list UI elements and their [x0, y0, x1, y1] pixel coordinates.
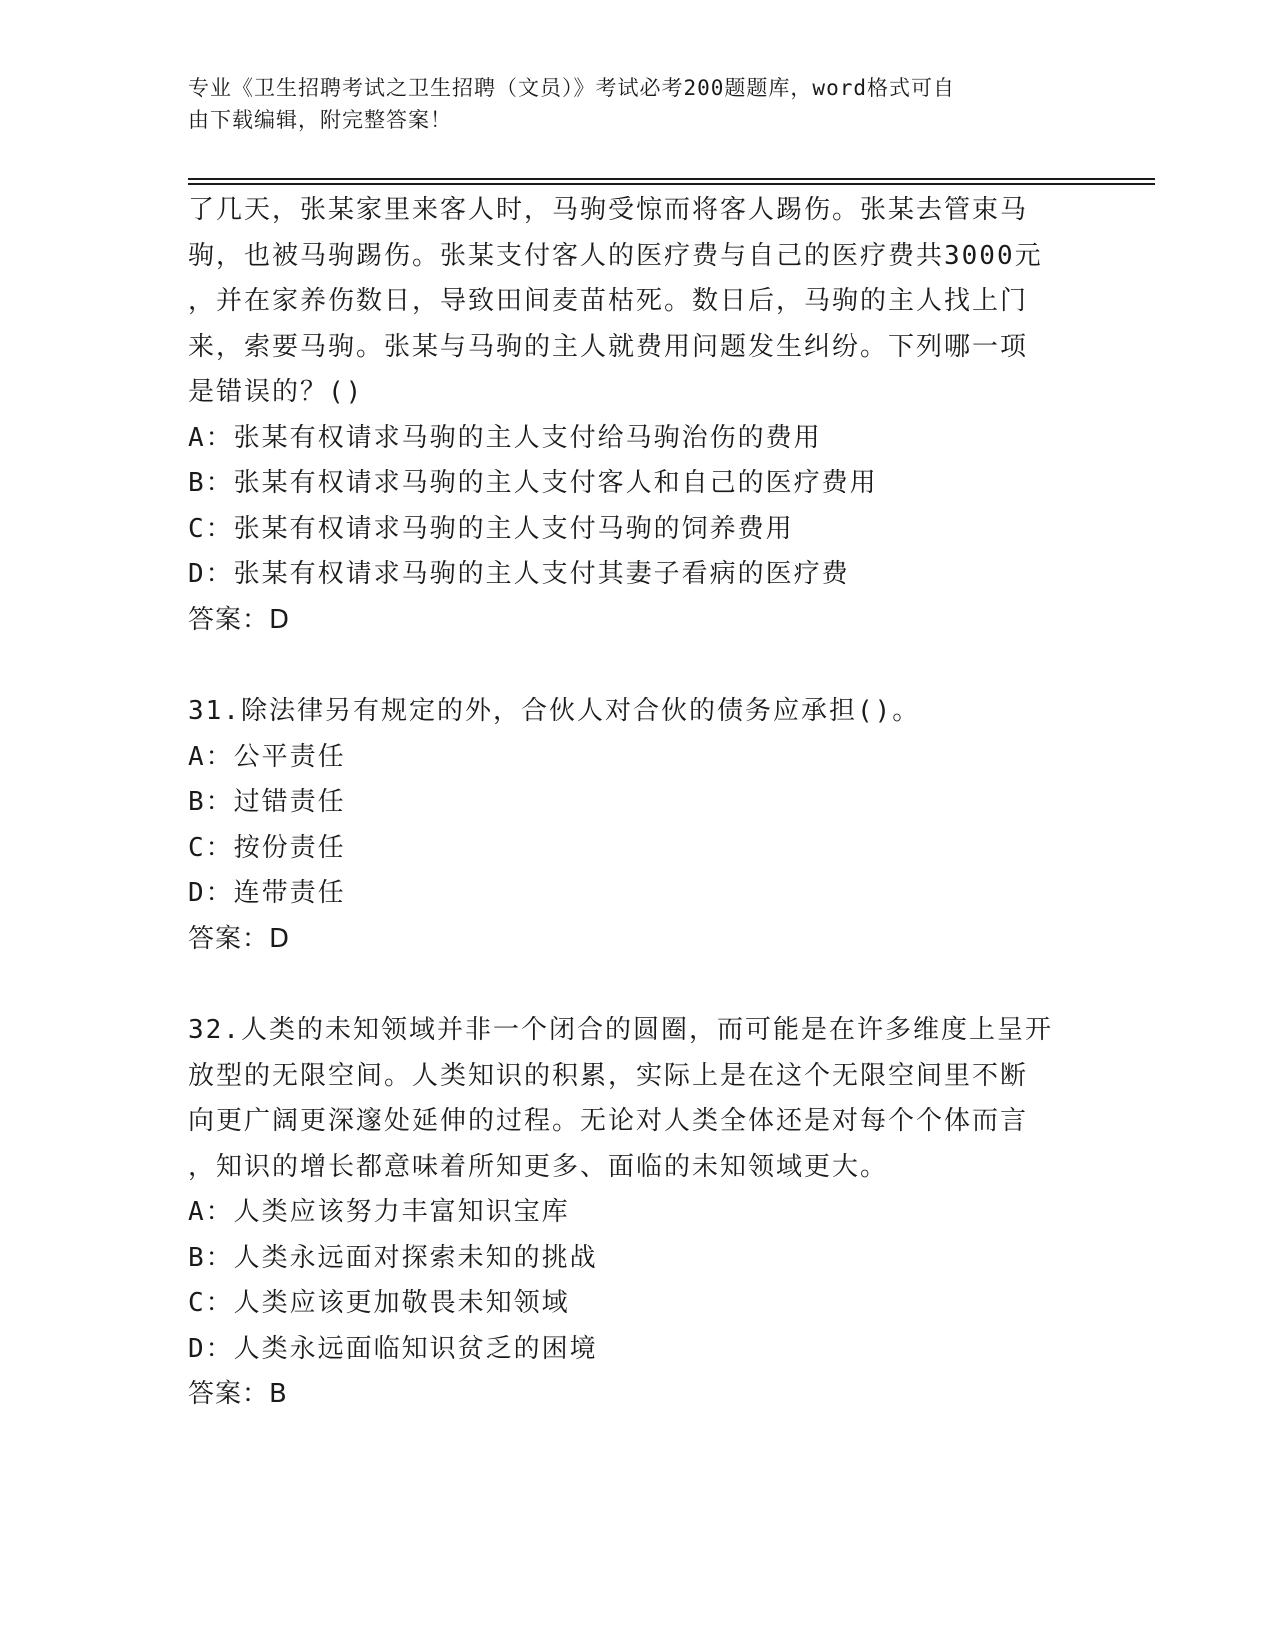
question-stem-line: 了几天，张某家里来客人时，马驹受惊而将客人踢伤。张某去管束马 — [188, 195, 1029, 225]
question-stem-line: 向更广阔更深邃处延伸的过程。无论对人类全体还是对每个个体而言 — [188, 1106, 1029, 1136]
option-d: D：人类永远面临知识贫乏的困境 — [188, 1333, 598, 1364]
header-divider-bottom — [188, 183, 1155, 185]
question-stem-line: ，并在家养伤数日，导致田间麦苗枯死。数日后，马驹的主人找上门 — [188, 286, 1029, 316]
option-d: D：张某有权请求马驹的主人支付其妻子看病的医疗费 — [188, 559, 850, 589]
option-c: C：张某有权请求马驹的主人支付马驹的饲养费用 — [188, 513, 794, 544]
question-list — [188, 188, 1088, 1418]
header-line-1: 专业《卫生招聘考试之卫生招聘（文员）》考试必考200题题库，word格式可自 — [188, 76, 955, 100]
question-stem-line: 放型的无限空间。人类知识的积累，实际上是在这个无限空间里不断 — [188, 1060, 1029, 1091]
option-a: A：公平责任 — [188, 741, 346, 772]
question-stem-line: 31.除法律另有规定的外，合伙人对合伙的债务应承担()。 — [188, 696, 921, 726]
option-c: C：按份责任 — [188, 832, 346, 863]
question-30 — [188, 188, 1088, 643]
spacer — [188, 962, 1088, 1008]
option-c: C：人类应该更加敬畏未知领域 — [188, 1288, 570, 1318]
option-a: A：人类应该努力丰富知识宝库 — [188, 1197, 570, 1227]
option-b: B：人类永远面对探索未知的挑战 — [188, 1242, 598, 1273]
question-stem-line: 32.人类的未知领域并非一个闭合的圆圈，而可能是在许多维度上呈开 — [188, 1015, 1053, 1045]
question-31 — [188, 689, 1088, 962]
spacer — [188, 643, 1088, 689]
header-divider-top — [188, 178, 1155, 180]
document-header — [188, 72, 1068, 136]
answer-line: 答案：B — [188, 1379, 288, 1409]
option-d: D：连带责任 — [188, 878, 346, 908]
option-b: B：过错责任 — [188, 787, 346, 817]
question-32 — [188, 1008, 1088, 1418]
answer-line: 答案：D — [188, 923, 291, 954]
option-b: B：张某有权请求马驹的主人支付客人和自己的医疗费用 — [188, 468, 878, 498]
question-stem-line: 来，索要马驹。张某与马驹的主人就费用问题发生纠纷。下列哪一项 — [188, 331, 1029, 362]
option-a: A：张某有权请求马驹的主人支付给马驹治伤的费用 — [188, 422, 822, 453]
header-line-2: 由下载编辑，附完整答案！ — [188, 108, 452, 132]
answer-line: 答案：D — [188, 604, 291, 635]
question-stem-line: ，知识的增长都意味着所知更多、面临的未知领域更大。 — [188, 1151, 889, 1182]
question-stem-line: 驹，也被马驹踢伤。张某支付客人的医疗费与自己的医疗费共3000元 — [188, 240, 1043, 271]
question-stem-line: 是错误的？() — [188, 377, 364, 407]
